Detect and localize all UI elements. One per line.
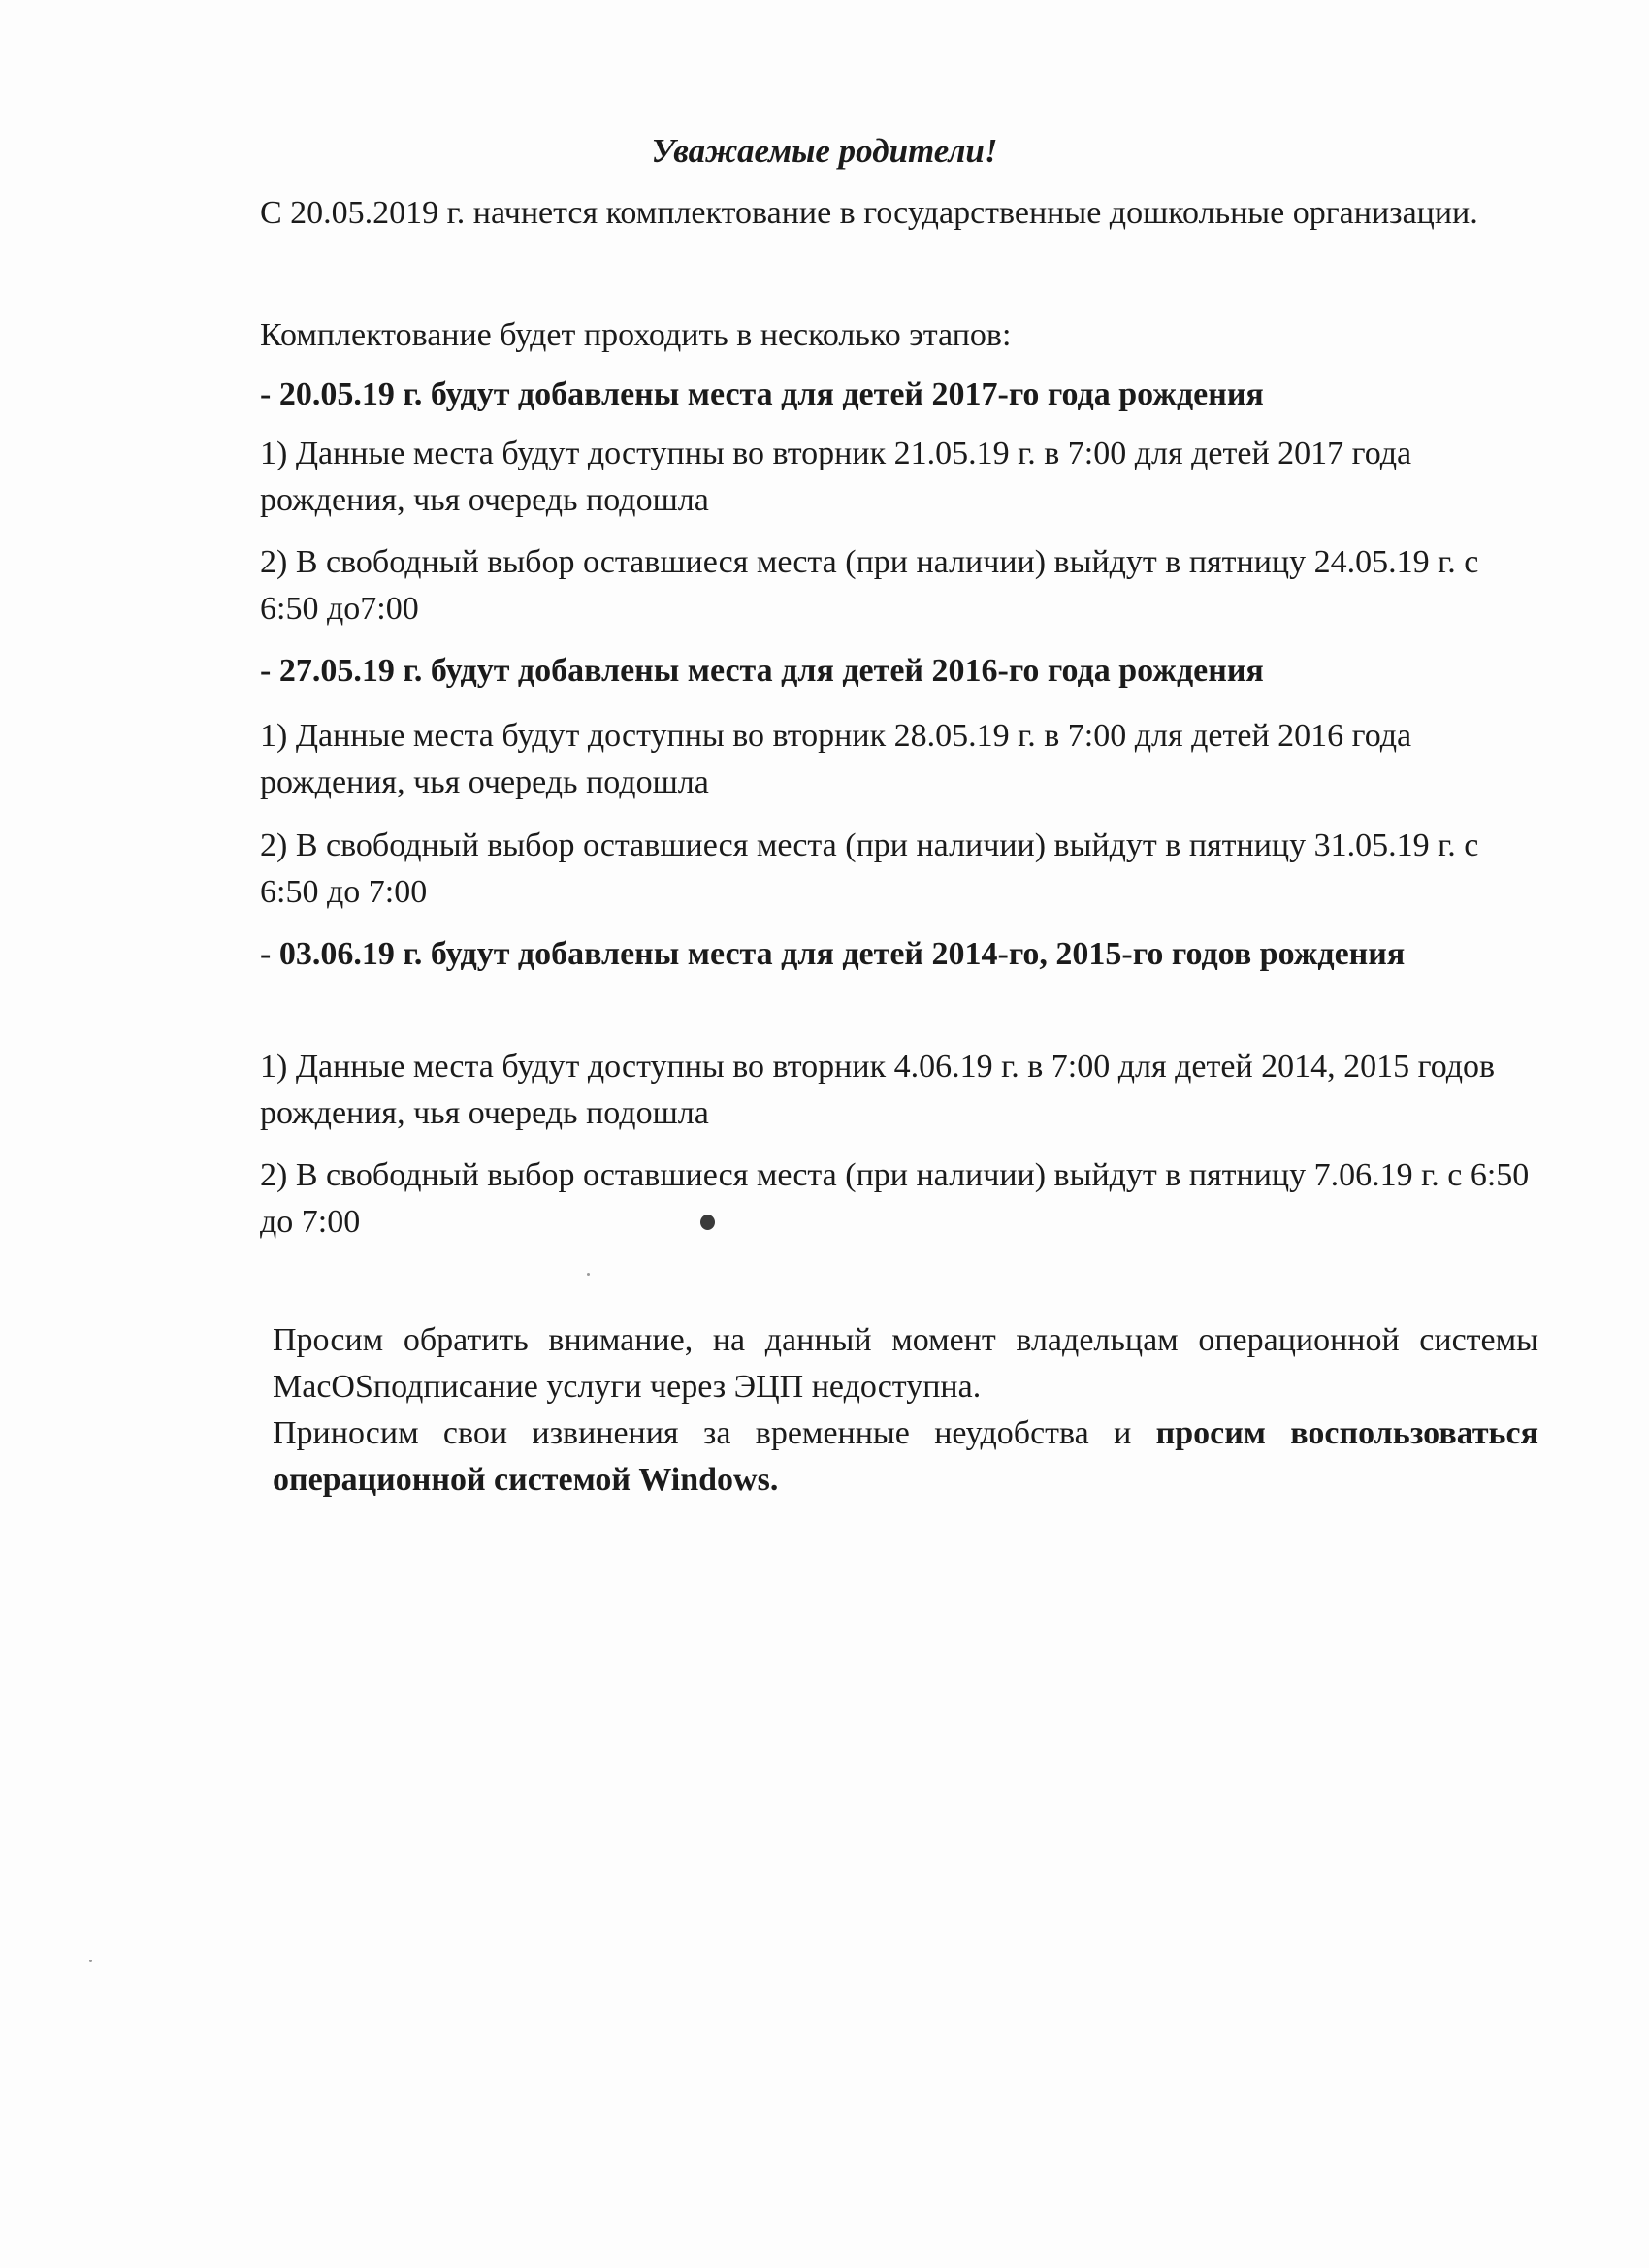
stage-3-item-1: 1) Данные места будут доступны во вторник 4.06.19 г. в 7:00 для детей 2014, 2015 годов рождения, чья очередь подошла — [260, 1049, 1496, 1131]
apology-text: Приносим свои извинения за временные неудобства и — [273, 1415, 1156, 1451]
macos-notice: Просим обратить внимание, на данный момент владельцам операционной системы MacOSподписание услуги через ЭЦП недоступна. — [273, 1322, 1538, 1405]
apology-request: просим воспользоваться операционной системой Windows. — [273, 1415, 1538, 1498]
intro-paragraph: С 20.05.2019 г. начнется комплектование в государственные дошкольные организации. — [260, 195, 1478, 231]
stage-2-heading: - 27.05.19 г. будут добавлены места для детей 2016-го года рождения — [260, 653, 1264, 689]
stage-2-item-2: 2) В свободный выбор оставшиеся места (при наличии) выйдут в пятницу 31.05.19 г. с 6:50 до 7:00 — [260, 827, 1479, 910]
stage-1-item-2: 2) В свободный выбор оставшиеся места (при наличии) выйдут в пятницу 24.05.19 г. с 6:50 до7:00 — [260, 544, 1479, 627]
ink-blot — [700, 1215, 715, 1230]
scan-speck — [587, 1273, 590, 1276]
stage-3-heading: - 03.06.19 г. будут добавлены места для детей 2014-го, 2015-го годов рождения — [260, 936, 1406, 972]
stage-3-item-2: 2) В свободный выбор оставшиеся места (при наличии) выйдут в пятницу 7.06.19 г. с 6:50 до 7:00 — [260, 1157, 1530, 1240]
apology-paragraph — [273, 1410, 1538, 1504]
scan-speck — [89, 1960, 92, 1962]
stage-2-item-1: 1) Данные места будут доступны во вторник 28.05.19 г. в 7:00 для детей 2016 года рождения, чья очередь подошла — [260, 718, 1412, 800]
document-title: Уважаемые родители! — [651, 132, 998, 170]
stages-lead: Комплектование будет проходить в несколько этапов: — [260, 317, 1012, 353]
stage-1-item-1: 1) Данные места будут доступны во вторник 21.05.19 г. в 7:00 для детей 2017 года рождения, чья очередь подошла — [260, 436, 1412, 518]
stage-1-heading: - 20.05.19 г. будут добавлены места для детей 2017-го года рождения — [260, 376, 1264, 412]
